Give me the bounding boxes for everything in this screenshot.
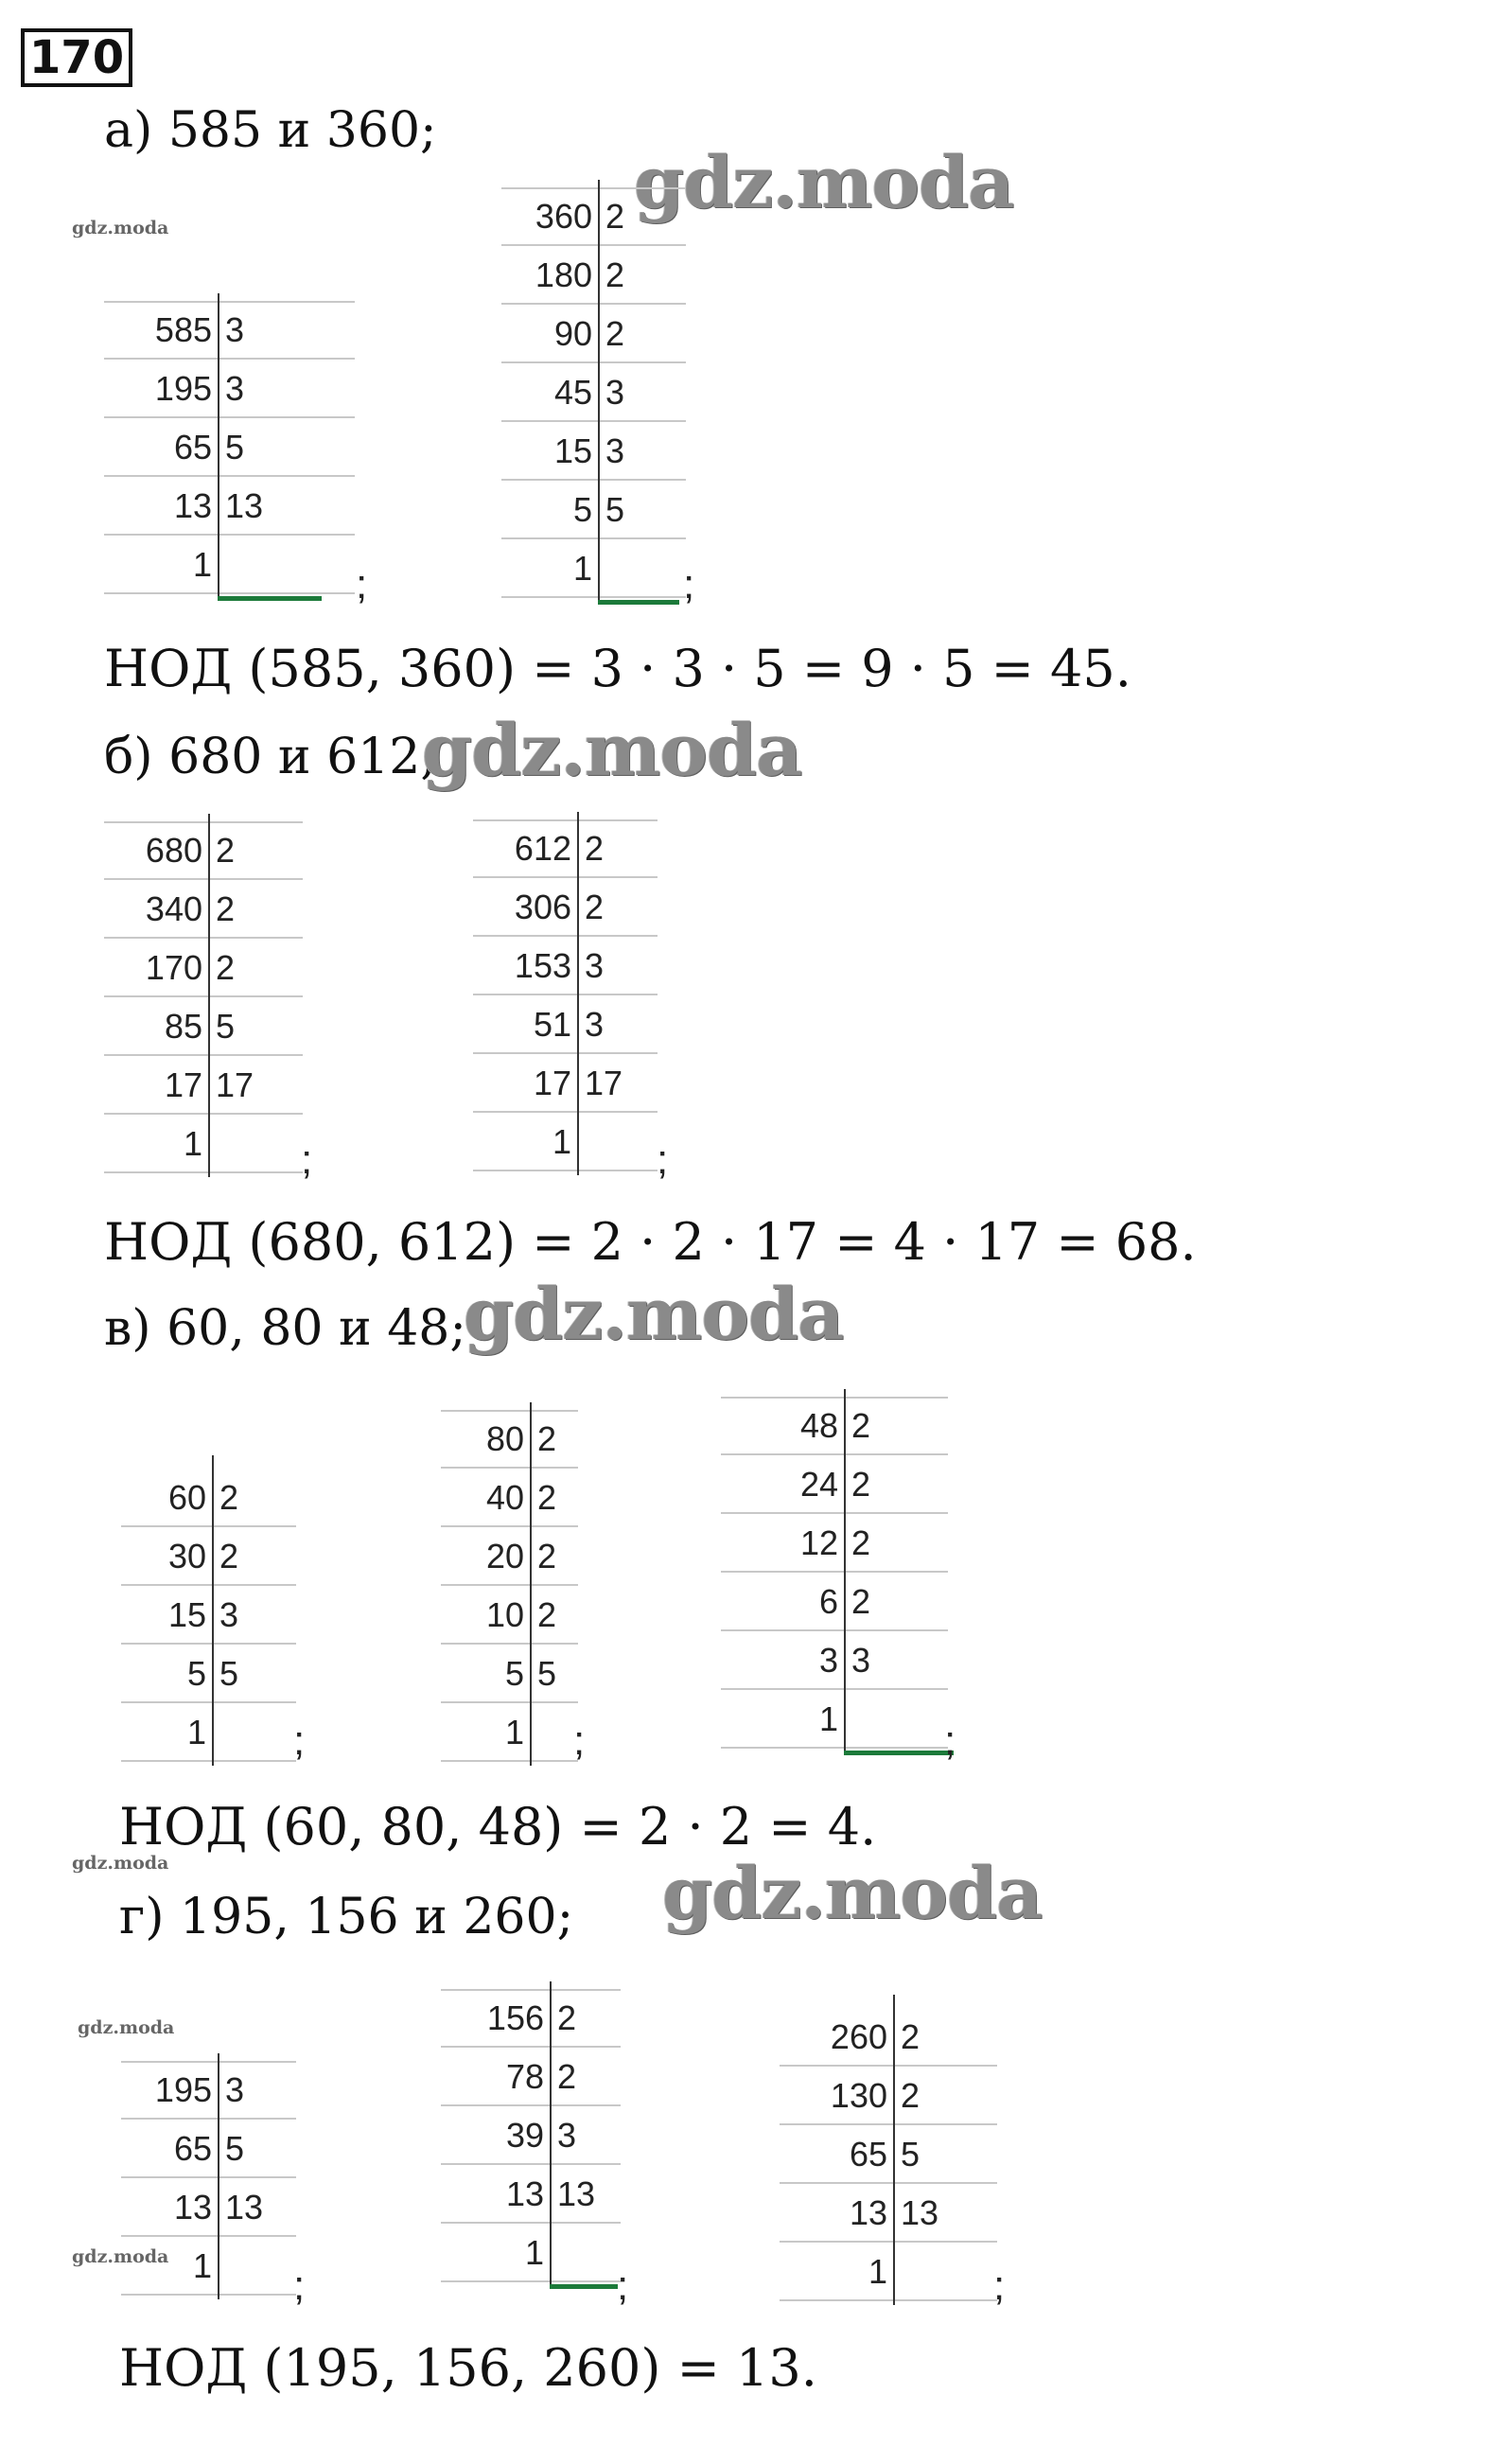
table-number: 680 [145, 831, 202, 870]
table-row [104, 301, 355, 360]
watermark-logo: gdz.moda [422, 708, 802, 792]
task-number: 170 [21, 28, 132, 87]
table-number: 612 [514, 829, 571, 868]
table-number: 51 [533, 1005, 571, 1044]
table-divisor: 5 [216, 1007, 236, 1046]
table-divisor: 3 [219, 1595, 239, 1634]
table-row [441, 2165, 621, 2224]
table-number: 39 [505, 2116, 544, 2155]
table-row [441, 1469, 578, 1527]
table-number: 6 [818, 1582, 838, 1621]
table-row [780, 2008, 997, 2067]
semicolon: ; [617, 2262, 629, 2309]
table-row [473, 878, 658, 937]
table-number: 5 [504, 1654, 524, 1693]
table-row [121, 1645, 296, 1703]
semicolon: ; [301, 1136, 313, 1183]
part-a-heading: а) 585 и 360; [104, 102, 437, 159]
divider-line [208, 814, 210, 1177]
table-divisor: 3 [225, 310, 245, 349]
table-row [441, 2106, 621, 2165]
table-number: 1 [868, 2252, 887, 2291]
table-divisor: 3 [851, 1641, 871, 1680]
watermark-logo: gdz.moda [634, 140, 1014, 224]
watermark-logo: gdz.moda [78, 2017, 175, 2038]
watermark-logo: gdz.moda [72, 1853, 169, 1874]
table-row [121, 2061, 296, 2120]
table-number: 153 [514, 946, 571, 985]
table-divisor: 2 [219, 1478, 239, 1517]
table-divisor: 2 [901, 2076, 921, 2115]
table-divisor: 3 [557, 2116, 577, 2155]
table-row [441, 1989, 621, 2048]
table-divisor: 2 [537, 1419, 557, 1458]
table-divisor: 2 [216, 831, 236, 870]
table-row [121, 1586, 296, 1645]
table-number: 65 [849, 2135, 887, 2174]
table-number: 180 [535, 255, 592, 294]
semicolon: ; [993, 2262, 1006, 2309]
table-number: 1 [552, 1122, 571, 1161]
table-divisor: 2 [216, 948, 236, 987]
table-row [501, 246, 686, 305]
table-divisor: 2 [537, 1478, 557, 1517]
table-number: 3 [818, 1641, 838, 1680]
table-row [501, 481, 686, 539]
table-divisor: 3 [585, 946, 605, 985]
table-number: 340 [145, 889, 202, 928]
table-row [104, 821, 303, 880]
table-divisor: 2 [557, 1998, 577, 2037]
divider-line [844, 1389, 846, 1752]
semicolon: ; [293, 1717, 306, 1764]
table-row [104, 1056, 303, 1115]
table-number: 156 [486, 1998, 544, 2037]
table-number: 15 [167, 1595, 206, 1634]
table-row [121, 2237, 296, 2296]
table-divisor: 3 [605, 431, 625, 470]
semicolon: ; [356, 561, 368, 607]
table-row [104, 880, 303, 939]
table-number: 1 [504, 1713, 524, 1751]
table-divisor: 2 [605, 197, 625, 236]
divider-line [218, 2053, 219, 2299]
table-divisor: 2 [219, 1537, 239, 1575]
divider-line [218, 293, 219, 598]
table-divisor: 2 [585, 829, 605, 868]
table-number: 170 [145, 948, 202, 987]
table-divisor: 5 [901, 2135, 921, 2174]
part-c-result: НОД (60, 80, 48) = 2 · 2 = 4. [119, 1797, 877, 1857]
table-number: 5 [186, 1654, 206, 1693]
table-divisor: 13 [225, 2188, 264, 2226]
divider-line [893, 1995, 895, 2305]
table-divisor: 17 [216, 1065, 254, 1104]
part-b-heading: б) 680 и 612; [104, 729, 437, 785]
table-divisor: 13 [901, 2193, 939, 2232]
table-row [104, 997, 303, 1056]
table-divisor: 2 [605, 314, 625, 353]
table-number: 13 [173, 486, 212, 525]
table-number: 13 [173, 2188, 212, 2226]
table-number: 65 [173, 428, 212, 466]
table-row [121, 1469, 296, 1527]
end-underline [550, 2284, 618, 2289]
part-a-result: НОД (585, 360) = 3 · 3 · 5 = 9 · 5 = 45. [104, 639, 1131, 698]
table-number: 24 [799, 1465, 838, 1504]
table-row [501, 539, 686, 598]
table-row [441, 1703, 578, 1762]
table-number: 585 [154, 310, 212, 349]
table-row [441, 1410, 578, 1469]
table-row [473, 995, 658, 1054]
table-number: 90 [553, 314, 592, 353]
table-number: 20 [485, 1537, 524, 1575]
table-divisor: 2 [537, 1595, 557, 1634]
part-d-result: НОД (195, 156, 260) = 13. [119, 2338, 817, 2398]
table-row [104, 418, 355, 477]
table-number: 10 [485, 1595, 524, 1634]
table-number: 13 [849, 2193, 887, 2232]
table-divisor: 13 [557, 2174, 596, 2213]
table-number: 78 [505, 2057, 544, 2096]
semicolon: ; [573, 1717, 586, 1764]
table-row [121, 1703, 296, 1762]
table-row [780, 2243, 997, 2301]
table-row [780, 2125, 997, 2184]
table-row [104, 477, 355, 536]
table-number: 17 [533, 1064, 571, 1102]
table-row [441, 2048, 621, 2106]
semicolon: ; [657, 1136, 669, 1183]
table-divisor: 2 [216, 889, 236, 928]
table-row [104, 360, 355, 418]
table-number: 1 [186, 1713, 206, 1751]
part-c-heading: в) 60, 80 и 48; [104, 1300, 466, 1357]
table-row [441, 2224, 621, 2282]
table-number: 1 [524, 2233, 544, 2272]
table-divisor: 5 [219, 1654, 239, 1693]
table-number: 1 [818, 1699, 838, 1738]
table-divisor: 2 [557, 2057, 577, 2096]
table-row [441, 1586, 578, 1645]
watermark-logo: gdz.moda [72, 218, 169, 238]
table-divisor: 3 [225, 369, 245, 408]
table-number: 65 [173, 2129, 212, 2168]
table-number: 45 [553, 373, 592, 412]
table-number: 48 [799, 1406, 838, 1445]
watermark-logo: gdz.moda [662, 1851, 1043, 1935]
divider-line [577, 812, 579, 1175]
table-number: 12 [799, 1523, 838, 1562]
divider-line [550, 1981, 552, 2286]
table-divisor: 5 [605, 490, 625, 529]
table-row [104, 536, 355, 594]
part-b-result: НОД (680, 612) = 2 · 2 · 17 = 4 · 17 = 68. [104, 1212, 1197, 1272]
table-divisor: 2 [537, 1537, 557, 1575]
end-underline [598, 600, 679, 605]
table-number: 13 [505, 2174, 544, 2213]
watermark-logo: gdz.moda [464, 1272, 844, 1356]
table-row [104, 1115, 303, 1173]
table-divisor: 2 [901, 2017, 921, 2056]
table-row [104, 939, 303, 997]
table-number: 1 [572, 549, 592, 588]
table-divisor: 13 [225, 486, 264, 525]
table-row [473, 1113, 658, 1171]
table-row [501, 187, 686, 246]
table-number: 60 [167, 1478, 206, 1517]
table-number: 5 [572, 490, 592, 529]
table-number: 1 [183, 1124, 202, 1163]
table-row [721, 1514, 948, 1573]
table-number: 40 [485, 1478, 524, 1517]
table-number: 195 [154, 2070, 212, 2109]
divider-line [598, 180, 600, 602]
table-number: 30 [167, 1537, 206, 1575]
part-d-heading: г) 195, 156 и 260; [119, 1889, 574, 1945]
semicolon: ; [293, 2262, 306, 2309]
table-row [721, 1397, 948, 1455]
table-number: 85 [164, 1007, 202, 1046]
end-underline [218, 596, 322, 601]
table-row [473, 1054, 658, 1113]
table-row [501, 422, 686, 481]
table-number: 130 [830, 2076, 887, 2115]
table-divisor: 5 [537, 1654, 557, 1693]
table-row [473, 937, 658, 995]
table-row [473, 819, 658, 878]
table-divisor: 2 [851, 1406, 871, 1445]
table-row [721, 1690, 948, 1749]
watermark-logo: gdz.moda [72, 2246, 169, 2267]
divider-line [212, 1455, 214, 1766]
table-divisor: 2 [851, 1523, 871, 1562]
table-number: 1 [192, 2246, 212, 2285]
table-row [780, 2184, 997, 2243]
table-row [501, 305, 686, 363]
table-divisor: 2 [605, 255, 625, 294]
table-row [441, 1645, 578, 1703]
table-number: 15 [553, 431, 592, 470]
table-divisor: 3 [605, 373, 625, 412]
table-divisor: 2 [851, 1582, 871, 1621]
semicolon: ; [683, 561, 695, 607]
table-row [780, 2067, 997, 2125]
table-row [501, 363, 686, 422]
table-row [721, 1631, 948, 1690]
table-number: 260 [830, 2017, 887, 2056]
divider-line [530, 1402, 532, 1766]
table-divisor: 5 [225, 2129, 245, 2168]
table-number: 1 [192, 545, 212, 584]
table-number: 80 [485, 1419, 524, 1458]
table-divisor: 2 [585, 888, 605, 926]
table-divisor: 3 [225, 2070, 245, 2109]
table-number: 360 [535, 197, 592, 236]
semicolon: ; [944, 1717, 956, 1764]
table-divisor: 3 [585, 1005, 605, 1044]
table-number: 306 [514, 888, 571, 926]
table-row [121, 2178, 296, 2237]
table-row [121, 2120, 296, 2178]
table-divisor: 17 [585, 1064, 623, 1102]
table-row [121, 1527, 296, 1586]
end-underline [844, 1751, 954, 1755]
table-number: 195 [154, 369, 212, 408]
table-row [721, 1455, 948, 1514]
table-row [721, 1573, 948, 1631]
table-number: 17 [164, 1065, 202, 1104]
table-row [441, 1527, 578, 1586]
table-divisor: 2 [851, 1465, 871, 1504]
table-divisor: 5 [225, 428, 245, 466]
